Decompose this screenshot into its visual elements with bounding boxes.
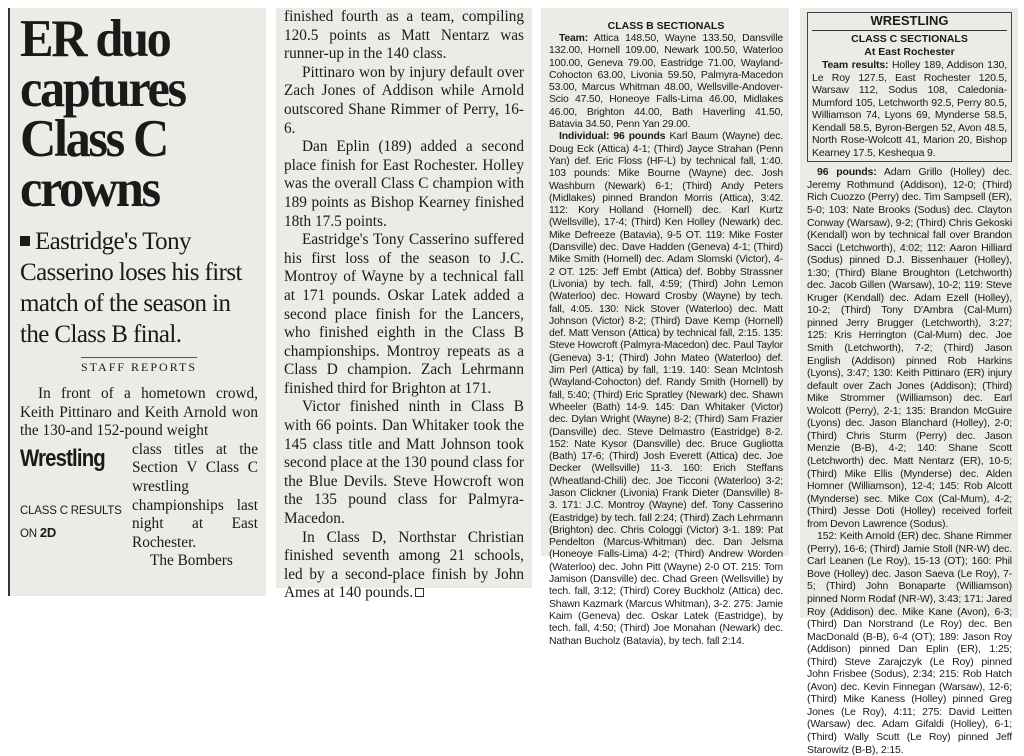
tail-text: The Bombers [150,552,233,570]
continuation-text [284,8,524,603]
class-b-title: CLASS B SECTIONALS [607,20,725,32]
deck-text: Eastridge's Tony Casserino loses his first match of the season in the Class B final. [20,228,242,348]
main-article-column [8,8,266,596]
paragraph: Pittinaro won by injury default over Zach Jones of Addison while Arnold outscored Shane Rimmer of Perry, 16-6. [284,63,524,137]
byline [20,360,258,375]
class-c-subtitle: CLASS C SECTIONALS [851,33,968,45]
class-c-results-column [800,8,1018,756]
team-results [812,59,1007,159]
paragraph: Victor finished ninth in Class B with 66 points. Dan Whitaker took the 145 class title and Matt Johnson took second place at the 130 pound class for the Blue Devils. Steve Howcroft won the 135 pound class for Palmyra-Macedon. [284,398,524,528]
class-b-body [549,33,783,648]
refer-page: 2D [39,524,57,540]
article-deck [20,226,258,350]
end-mark-icon [415,588,424,597]
team-text: Attica 148.50, Wayne 133.50, Dansville 132.00, Hornell 109.00, Newark 100.50, Waterloo 100.00, Geneva 79.00, Eastridge 71.00, Wayland-Cohocton 63.00, Livonia 59.50, Palmyra-Macedon 53.00, Marcus Whitman 48.00, Wellsville-Andover-Scio 47.50, Honeoye Falls-Lima 46.00, Midlakes 46.00, Brighton 44.00, Bath Haverling 41.50, Batavia 34.50, Penn Yan 29.00. [549,33,783,131]
individual-label: Individual: 96 pounds [559,131,666,143]
wrestling-title: WRESTLING [812,13,1007,31]
individual-results-2: 152: Keith Arnold (ER) dec. Shane Rimmer (Perry), 16-6; (Third) Jamie Stoll (NR-W) dec. Carl Leanen (Le Roy), 15-13 (OT); 160: Phil Bove (Holley) dec. Jason Saeva (Le Roy), 7-5; (Third) John Bonaparte (Williamson) pinned Norm Rodaf (NR-W), 3:43; 171: Jared Roy (Addison) dec. Mike Kane (Avon), 6-3; (Third) Dan Norstrand (Le Roy) dec. Ben MacDonald (B-B), 6-4 (OT); 189: Jason Roy (Addison) pinned Dan Eplin (ER), 1:25; (Third) Steve Zarajczyk (Le Roy) pinned John Frisbee (Sodus), 2:34; 215: Rob Hatch (Avon) dec. Kevin Finnegan (Warsaw), 12-6; (Third) Mike Kaness (Holley) pinned Greg Jones (Le Roy), 4:11; 275: David Leitten (Warsaw) dec. Adam Gifaldi (Holley), 6-1; (Third) Wally Scutt (Le Roy) pinned Jeff Starowitz (B-B), 2:15. [807,530,1012,756]
team-label: Team: [559,33,589,44]
weight-label: 96 pounds: [817,166,877,179]
class-b-results-column [541,8,789,647]
paragraph: Eastridge's Tony Casserino suffered his first loss of the season to J.C. Montroy of Wayne by a technical fall at 171 pounds. Oskar Latek added a second place finish for the Lancers, who finished eighth in the Class B championships. Montroy repeats as a Class D champion. Zach Lehrmann finished third for Brighton at 171. [284,231,524,397]
location: At East Rochester [864,46,955,58]
individual-results-1: Adam Grillo (Holley) dec. Jeremy Rothmund (Addison), 12-0; (Third) Rich Cuozzo (Perry) dec. Tim Sampsell (ER), 5-0; 103: Nate Brooks (Sodus) dec. Clayton Conway (Warsaw), 9-2; (Third) Chris Gekoski (Kendall) won by technical fall over Brandon Sacci (Letchworth), 4:02; 112: Aaron Hilliard (Sodus) pinned D.J. Bissenhauer (Holley), 1:30; (Third) Blane Broughton (Letchworth) dec. Jacob Gillen (Warsaw), 10-2; 119: Steve Kruger (Kendall) dec. Adam Ezell (Holley), 10-2; (Third) Tony D'Ambra (Cal-Mum) pinned Jerry Brugger (Letchworth), 3:27; 125: Kris Herrington (Cal-Mum) dec. Joe Smith (Letchworth), 7-2; (Third) Jason English (Addison) pinned Rob Harkins (Lyons), 3:47; 130: Keith Pittinaro (ER) injury default over Zach Jones (Addison); (Third) Mike Strommer (Williamson) dec. Earl Wolcott (Perry), 2-1; 135: Brandon McGuire (Lyons) dec. Jason Blanchard (Holley), 2-0; (Third) Chris Sturm (Perry) dec. Jason Menzie (B-B), 4-2; 140: Shane Scott (Letchworth) dec. Matt Nentarz (ER), 10-5; (Third) Mike Ellis (Mynderse) dec. Alden Homner (Williamson), 12-4; 145: Rob Alcott (Mynderse) sec. Mike Cox (Cal-Mum), 4-2; (Third) Jesse Doti (Holley) received forfeit from Devon Lawrence (Sodus). [807,166,1012,530]
wrestling-box-area [20,441,258,571]
team-results-label: Team results: [822,59,889,71]
team-results-text: Holley 189, Addison 130, Le Roy 127.5, East Rochester 120.5, Warsaw 112, Sodus 108, Caledonia-Mumford 105, Letchworth 92.5, Perry 80.5, Williamson 74, Lyons 69, Mynderse 58.5, Kendall 58.5, Byron-Bergen 52, Avon 48.5, North Rose-Wolcott 41, Marion 20, Bishop Kearney 17.5, Keshequa 9. [812,59,1007,159]
box-title: Wrestling [20,444,105,472]
bullet-icon [20,236,30,246]
narrow-text [132,441,258,571]
paragraph [284,529,524,603]
paragraph: finished fourth as a team, compiling 120.5 points as Matt Nentarz was runner-up in the 140 class. [284,8,524,63]
box-refer [20,501,132,545]
class-c-individual [807,166,1012,756]
byline-text: STAFF REPORTS [81,357,197,374]
wrestling-header-box [807,12,1012,162]
narrow-paragraph: class titles at the Section V Class C wrestling championships last night at East Rochester. [132,440,258,551]
paragraph: Dan Eplin (189) added a second place finish for East Rochester. Holley was the overall Class C champion with 189 points as Bishop Kearney finished 18th 17.5 points. [284,138,524,230]
lead-paragraph [20,385,258,441]
section-refer-box [20,441,132,571]
continuation-column [276,8,532,602]
lead-text: In front of a hometown crowd, Keith Pittinaro and Keith Arnold won the 130-and 152-pound weight [20,385,258,440]
refer-text: CLASS C RESULTS ON [20,504,122,540]
individual-text: Karl Baum (Wayne) dec. Doug Eck (Attica) 4-1; (Third) Jayce Strahan (Penn Yan) def. Eric Floss (HF-L) by technical fall, 1:40. 103 pounds: Mike Bourne (Wayne) dec. Josh Washburn (Newark) 6-1; (Third) Andy Peters (Midlakes) pinned Brandon Morris (Attica), 3:42. 112: Kory Holland (Hornell) dec. Karl Kurtz (Wellsville), 17-4; (Third) Ken Holley (Newark) dec. Mike Defreeze (Batavia), 9-5 OT. 119: Mike Foster (Dansville) dec. Dave Hadden (Geneva) 4-1; (Third) Mike Smith (Hornell) dec. Adam Slomski (Victor), 4-2 OT. 125: Jeff Embt (Attica) def. Bobby Strassner (Livonia) by tech. fall, 4:59; (Third) John Lemon (Waterloo) dec. Howard Crosby (Wayne) by tech. fall, 4:05. 130: Nick Stover (Waterloo) dec. Matt Johnson (Victor) 8-2; (Third) Dave Kemp (Hornell) def. Matt Venson (Attica) by technical fall, 2:15. 135: Steve Howcroft (Palmyra-Macedon) dec. Paul Taylor (Geneva) 3-1; (Third) John Mateo (Waterloo) def. Jim Perl (Attica) by fall, 1:19. 140: Sean McIntosh (Wayland-Cohocton) def. Randy Smith (Hornell) by fall, 5:40; (Third) Eric Spratley (Newark) dec. Shawn Wheeler (Bath) 14-9. 145: Dan Whitaker (Victor) dec. Dylan Wright (Wayne) 8-2; (Third) Sam Frazier (Dansville) dec. Steve Delmastro (Eastridge) 8-2. 152: Nate Kysor (Dansville) dec. Bruce Gugliotta (Bath) 17-6; (Third) Josh Everett (Attica) dec. Joe Decker (Wellsville) 11-3. 160: Erich Steffans (Wheatland-Chili) dec. Joe Ticconi (Waterloo) 3-2; Jason Clickner (Livonia) Frank Dieter (Dansville) 8-3. 171: J.C. Montroy (Wayne) def. Tony Casserino (Eastridge) by tech. fall 2:24; (Third) Zach Lehrmann (Brighton) dec. Chris Cologgi (Victor) 3-1. 189: Pat Pendelton (Marcus-Whitman) dec. Dan Jelsma (Honeoye Falls-Lima) 4-2; (Third) Andrew Worden (Waterloo) dec. John Pitt (Wayne) 2-0 OT. 215: Tom Jamison (Dansville) dec. Chad Green (Wellsville) by tech. fall, 3:12; (Third) Corey Buckholz (Attica) dec. Shawn Kazmark (Marcus Whitman), 3-2. 275: Jamie Kaim (Geneva) dec. Oskar Latek (Eastridge), by tech. fall, 4:50; (Third) Joe Monahan (Newark) dec. Nathan Bucholz (Batavia), by tech. fall 2:14. [549,131,783,647]
article-headline: ER duo captures Class C crowns [20,10,185,218]
last-paragraph-text: In Class D, Northstar Christian finished seventh among 21 schools, led by a second-place finish by John Ames at 140 pounds. [284,528,524,602]
